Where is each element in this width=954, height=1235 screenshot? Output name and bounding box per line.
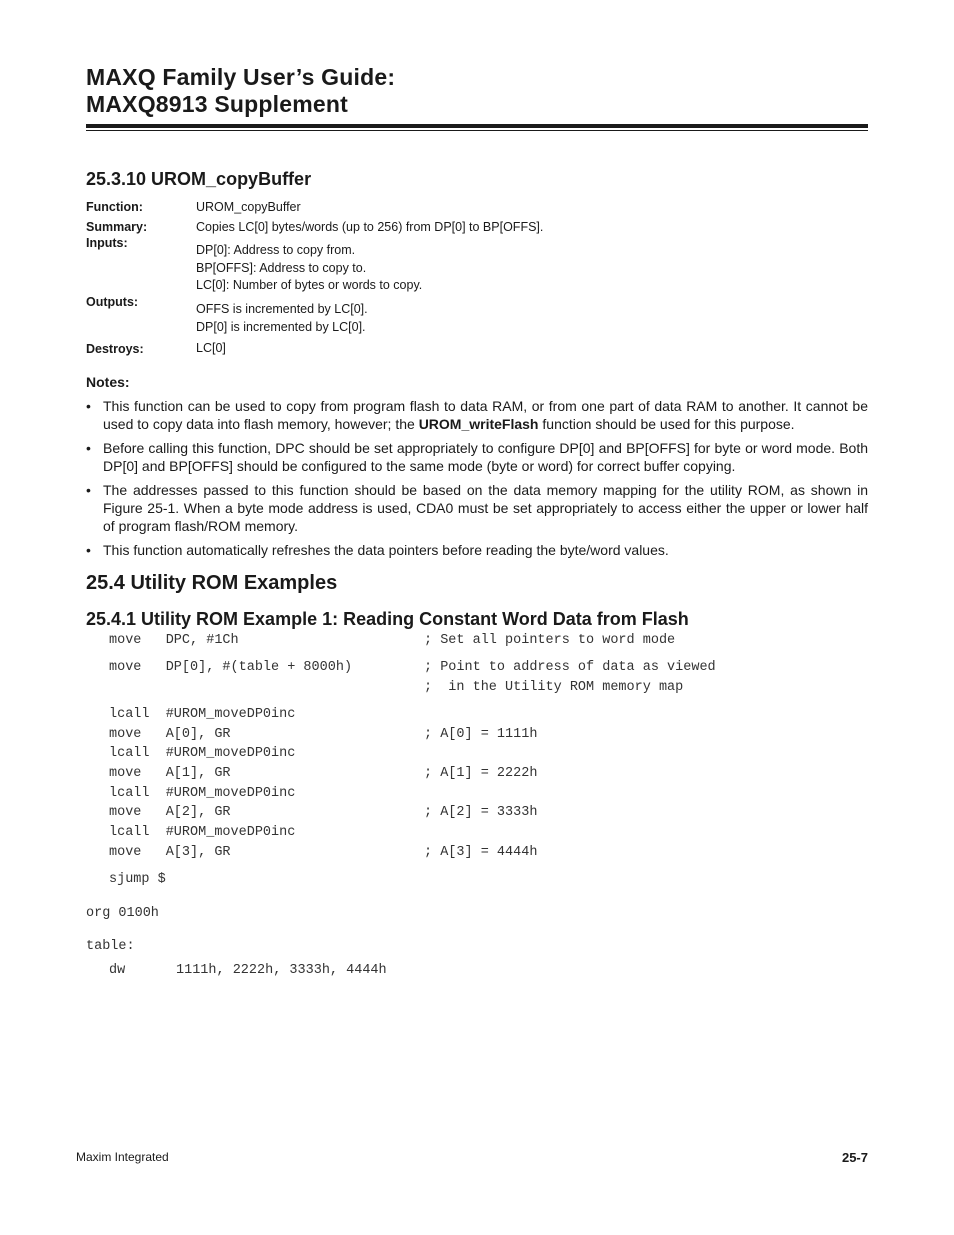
code-comment: ; in the Utility ROM memory map <box>424 680 684 695</box>
note-item <box>86 481 868 535</box>
output-item: DP[0] is incremented by LC[0]. <box>196 319 366 334</box>
note-text: This function automatically refreshes the data pointers before reading the byte/word values. <box>103 542 669 558</box>
document-title <box>86 64 395 118</box>
code-line: move DP[0], #(table + 8000h) <box>109 660 353 675</box>
code-line: table: <box>86 939 135 954</box>
note-text: Before calling this function, DPC should be set appropriately to configure DP[0] and BP[OFFS] for byte or word mode. Both DP[0] and BP[OFFS] should be configured to the same mode (byte or word) for correct buffer copying. <box>103 440 868 474</box>
inputs-label: Inputs: <box>86 236 128 250</box>
code-comment: ; A[3] = 4444h <box>424 845 538 860</box>
code-comment: ; A[0] = 1111h <box>424 727 538 742</box>
header-rule-thick <box>86 124 868 128</box>
examples-heading: 25.4 Utility ROM Examples <box>86 572 338 594</box>
footer-page-number: 25-7 <box>841 1150 868 1165</box>
notes-list <box>86 397 868 565</box>
code-line: move A[1], GR <box>109 766 231 781</box>
code-line: move A[0], GR <box>109 727 231 742</box>
input-item: BP[OFFS]: Address to copy to. <box>196 260 367 275</box>
bullet: • <box>86 440 91 456</box>
input-item: DP[0]: Address to copy from. <box>196 243 356 257</box>
note-item <box>86 541 868 559</box>
function-label: Function: <box>86 200 143 214</box>
header-rule-thin <box>86 130 868 131</box>
destroys-label: Destroys: <box>86 342 144 356</box>
footer-company: Maxim Integrated <box>76 1150 169 1164</box>
note-item <box>86 397 868 433</box>
code-line: move A[2], GR <box>109 805 231 820</box>
summary-value: Copies LC[0] bytes/words (up to 256) from DP[0] to BP[OFFS]. <box>196 220 544 234</box>
title-line-1: MAXQ Family User’s Guide: <box>86 64 396 90</box>
example-1-heading: 25.4.1 Utility ROM Example 1: Reading Constant Word Data from Flash <box>86 609 689 629</box>
function-value: UROM_copyBuffer <box>196 200 301 214</box>
note-text: The addresses passed to this function should be based on the data memory mapping for the utility ROM, as shown in Figure 25-1. When a byte mode address is used, CDA0 must be set appropriately to access either the upper or lower half of program flash/ROM memory. <box>103 482 868 534</box>
code-line: dw <box>109 963 126 978</box>
section-heading: 25.3.10 UROM_copyBuffer <box>86 169 312 189</box>
code-comment: ; Point to address of data as viewed <box>424 660 716 675</box>
summary-label: Summary: <box>86 220 148 234</box>
code-line: org 0100h <box>86 906 159 921</box>
code-line: lcall #UROM_moveDP0inc <box>109 707 296 722</box>
bullet: • <box>86 542 91 558</box>
inputs-list <box>196 242 422 295</box>
title-line-2: MAXQ8913 Supplement <box>86 91 348 117</box>
note-function-name: UROM_writeFlash <box>418 416 539 432</box>
bullet: • <box>86 482 91 498</box>
code-comment: ; A[2] = 3333h <box>424 805 538 820</box>
bullet: • <box>86 398 91 414</box>
code-line: move A[3], GR <box>109 845 231 860</box>
code-line: lcall #UROM_moveDP0inc <box>109 825 296 840</box>
input-item: LC[0]: Number of bytes or words to copy. <box>196 278 423 292</box>
code-line: lcall #UROM_moveDP0inc <box>109 786 296 801</box>
code-line: lcall #UROM_moveDP0inc <box>109 746 296 761</box>
note-item <box>86 439 868 475</box>
code-comment: ; Set all pointers to word mode <box>424 633 676 648</box>
code-comment: ; A[1] = 2222h <box>424 766 538 781</box>
outputs-label: Outputs: <box>86 295 139 309</box>
outputs-list <box>196 301 368 336</box>
code-line: 1111h, 2222h, 3333h, 4444h <box>176 963 387 978</box>
output-item: OFFS is incremented by LC[0]. <box>196 302 368 316</box>
code-line: move DPC, #1Ch <box>109 633 239 648</box>
note-text: function should be used for this purpose. <box>538 416 795 432</box>
note-text: This function can be used to copy from program flash to data RAM, or from one part of data RAM to another. It cannot be used to copy data into flash memory, however; the <box>103 398 868 432</box>
destroys-value: LC[0] <box>196 341 226 355</box>
notes-title: Notes: <box>86 374 130 390</box>
code-line: sjump $ <box>109 872 166 887</box>
